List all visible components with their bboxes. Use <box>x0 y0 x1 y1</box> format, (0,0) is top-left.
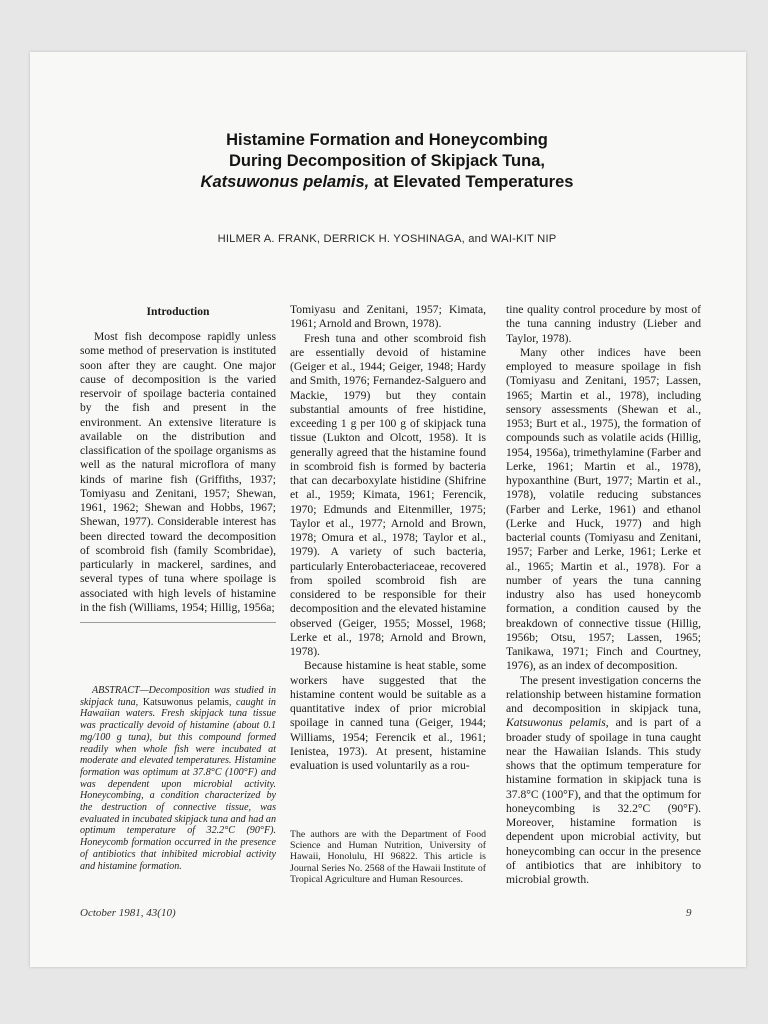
paragraph <box>506 674 701 888</box>
abstract-divider <box>80 622 276 623</box>
journal-issue: October 1981, 43(10) <box>80 907 176 919</box>
article-title <box>72 130 702 193</box>
abstract <box>80 685 276 872</box>
abstract-species: Katsuwonus pelamis, <box>142 696 232 708</box>
text-column-2 <box>290 303 486 773</box>
paragraph: tine quality control procedure by most of the tuna canning industry (Lieber and Taylor, 1978). <box>506 303 701 345</box>
paragraph: Because histamine is heat stable, some workers have suggested that the histamine content would be suitable as a quantitative index of prior microbial spoilage in canned tuna (Geiger, 1944; Williams, 1954; Ferencik et al., 1961; Ienistea, 1973). At present, histamine evaluation is used voluntarily as a rou- <box>290 659 486 772</box>
paragraph-text-b: and is part of a broader study of spoilage in tuna caught near the Hawaiian Islands. This study shows that the optimum temperature for histamine formation in skipjack tuna is 37.8°C (100°F), and that the optimum for honeycombing is 32.2°C (90°F). Moreover, histamine formation is dependent upon microbial activity, but honeycombing can occur in the presence of antibiotics that are inhibitory to microbial growth. <box>506 716 701 886</box>
abstract-text-b: caught in Hawaiian waters. Fresh skipjack tuna tissue was practically devoid of histamine (about 0.1 mg/100 g tuna), but this compound formed readily when whole fish were incubated at moderate and elevated temperatures. Histamine formation was optimum at 37.8°C (100°F) and was dependent upon microbial activity. Honeycombing, a condition characterized by the destruction of connective tissue, was evaluated in incubated skipjack tuna and had an optimum temperature of 32.2°C (90°F). Honeycomb formation occurred in the presence of antibiotics that inhibited microbial activity and histamine formation. <box>80 696 276 872</box>
title-line-3 <box>72 172 702 193</box>
paragraph: Many other indices have been employed to measure spoilage in fish (Tomiyasu and Zenitani, 1957; Lassen, 1965; Martin et al., 1978), including sensory assessments (Shewan et al., 1953; Burt et al., 1975), the formation of compounds such as volatile acids (Hillig, 1954, 1956a), trimethylamine (Farber and Lerke, 1961; Martin et al., 1978), hypoxanthine (Burt, 1977; Martin et al., 1978), volatile reducing substances (Farber and Lerke, 1961) and ethanol (Lerke and Huck, 1977) and high bacterial counts (Tomiyasu and Zenitani, 1957; Farber and Lerke, 1961; Lerke et al., 1965; Martin et al., 1978). For a number of years the tuna canning industry also has used honeycomb formation, a condition caused by the breakdown of connective tissue (Hillig, 1956b; Otsu, 1957; Lassen, 1965; Tanikawa, 1971; Finch and Courtney, 1976), as an index of decomposition. <box>506 345 701 673</box>
title-line-1: Histamine Formation and Honeycombing <box>226 131 548 149</box>
text-column-3 <box>506 303 701 887</box>
page-number: 9 <box>686 907 692 919</box>
paragraph: Fresh tuna and other scombroid fish are essentially devoid of histamine (Geiger et al., 1944; Geiger, 1948; Hardy and Smith, 1976; Fernandez-Salguero and Mackie, 1979) but they contain substantial amounts of free histidine, exceeding 1 g per 100 g of skipjack tuna tissue (Lukton and Olcott, 1958). It is generally agreed that the histamine found in scombroid fish is formed by bacteria that can decarboxylate histidine (Shifrine et al., 1959; Kimata, 1961; Ferencik, 1970; Edmunds and Eitenmiller, 1975; Taylor et al., 1977; Arnold and Brown, 1978; Omura et al., 1978; Taylor et al., 1979). A variety of such bacteria, particularly Enterobacteriaceae, recovered from spoiled scombroid fish are considered to be responsible for their decomposition and the elevated histamine observed (Geiger, 1955; Mossel, 1968; Lerke et al., 1978; Arnold and Brown, 1978). <box>290 331 486 658</box>
paragraph: Most fish decompose rapidly unless some method of preservation is instituted soon after they are caught. One major cause of decomposition is the varied reservoir of spoilage bacteria contained by the fish and present in the environment. An extensive literature is available on the distribution and classification of the spoilage organisms as well as the natural microflora of many kinds of marine fish (Griffiths, 1937; Tomiyasu and Zenitani, 1957; Shewan, 1961, 1962; Shewan and Hobbs, 1967; Shewan, 1977). Considerable interest has been directed toward the decomposition of scombroid fish (family Scombridae), particularly in mackerel, sardines, and several types of tuna where spoilage is associated with high levels of histamine in the fish (Williams, 1954; Hillig, 1956a; <box>80 330 276 614</box>
paragraph: Tomiyasu and Zenitani, 1957; Kimata, 1961; Arnold and Brown, 1978). <box>290 303 486 331</box>
title-line-3-rest: at Elevated Temperatures <box>369 173 574 191</box>
paragraph-text-a: The present investigation concerns the relationship between histamine formation and decomposition in skipjack tuna, <box>506 673 701 715</box>
abstract-text-a: ABSTRACT—Decomposition was studied in skipjack tuna, <box>80 685 276 708</box>
paragraph-species: Katsuwonus pelamis, <box>506 716 609 730</box>
author-affiliation-footnote: The authors are with the Department of Food Science and Human Nutrition, University of Hawaii, Honolulu, HI 96822. This article is Journal Series No. 2568 of the Hawaii Institute of Tropical Agriculture and Human Resources. <box>290 829 486 885</box>
title-line-2: During Decomposition of Skipjack Tuna, <box>229 152 545 170</box>
text-column-1 <box>80 330 276 615</box>
author-list: HILMER A. FRANK, DERRICK H. YOSHINAGA, and WAI-KIT NIP <box>217 233 557 245</box>
title-species: Katsuwonus pelamis, <box>200 173 370 191</box>
section-heading-introduction: Introduction <box>146 305 210 318</box>
